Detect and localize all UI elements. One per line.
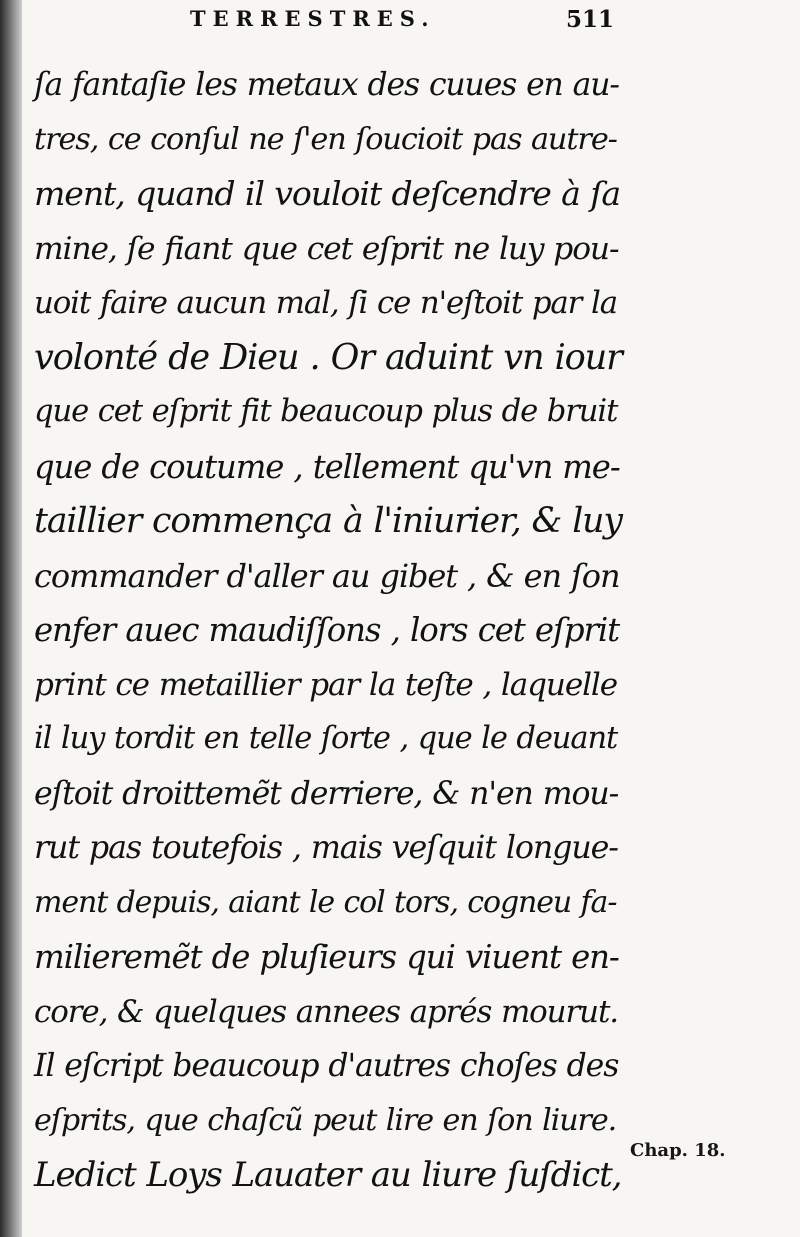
- text-line: core, & quelques annees aprés mourut.: [34, 993, 618, 1030]
- text-line: tres, ce conſul ne ſ'en ſoucioit pas autre-: [34, 121, 617, 157]
- text-line: ment, quand il vouloit deſcendre à ſa: [34, 174, 621, 213]
- text-line: eſprits, que chaſcũ peut lire en ſon liure.: [34, 1102, 617, 1138]
- text-line: Ledict Loys Lauater au liure ſuſdict,: [34, 1155, 622, 1195]
- text-line: enfer auec maudiſſons , lors cet eſprit: [34, 611, 620, 649]
- page-number: 511: [566, 6, 615, 33]
- marginal-note: Chap. 18.: [630, 1140, 726, 1161]
- text-line: il luy tordit en telle ſorte , que le deuant: [34, 721, 618, 756]
- text-line: print ce metaillier par la teſte , laquelle: [34, 666, 618, 703]
- text-line: volonté de Dieu . Or aduint vn iour: [34, 336, 622, 378]
- text-line: que de coutume , tellement qu'vn me-: [34, 447, 620, 486]
- text-line: ment depuis, aiant le col tors, cogneu fa-: [34, 884, 617, 920]
- text-line: milieremẽt de pluſieurs qui viuent en-: [34, 938, 619, 976]
- running-title: TERRESTRES.: [190, 6, 436, 31]
- page-gutter-shadow: [0, 0, 22, 1237]
- text-line: uoit faire aucun mal, ſi ce n'eſtoit par la: [34, 285, 617, 321]
- text-line: rut pas toutefois , mais veſquit longue-: [34, 830, 618, 866]
- text-line: que cet eſprit fit beaucoup plus de bruit: [34, 394, 618, 429]
- body-text: [34, 58, 624, 1203]
- text-line: Il eſcript beaucoup d'autres choſes des: [34, 1048, 619, 1084]
- text-line: taillier commença à l'iniurier, & luy: [34, 501, 622, 541]
- text-line: mine, ſe fiant que cet eſprit ne luy pou-: [34, 230, 619, 267]
- text-line: ſa fantaſie les metaux des cuues en au-: [34, 67, 619, 103]
- text-line: commander d'aller au gibet , & en ſon: [34, 556, 620, 595]
- text-line: eſtoit droittemẽt derriere, & n'en mou-: [34, 775, 619, 812]
